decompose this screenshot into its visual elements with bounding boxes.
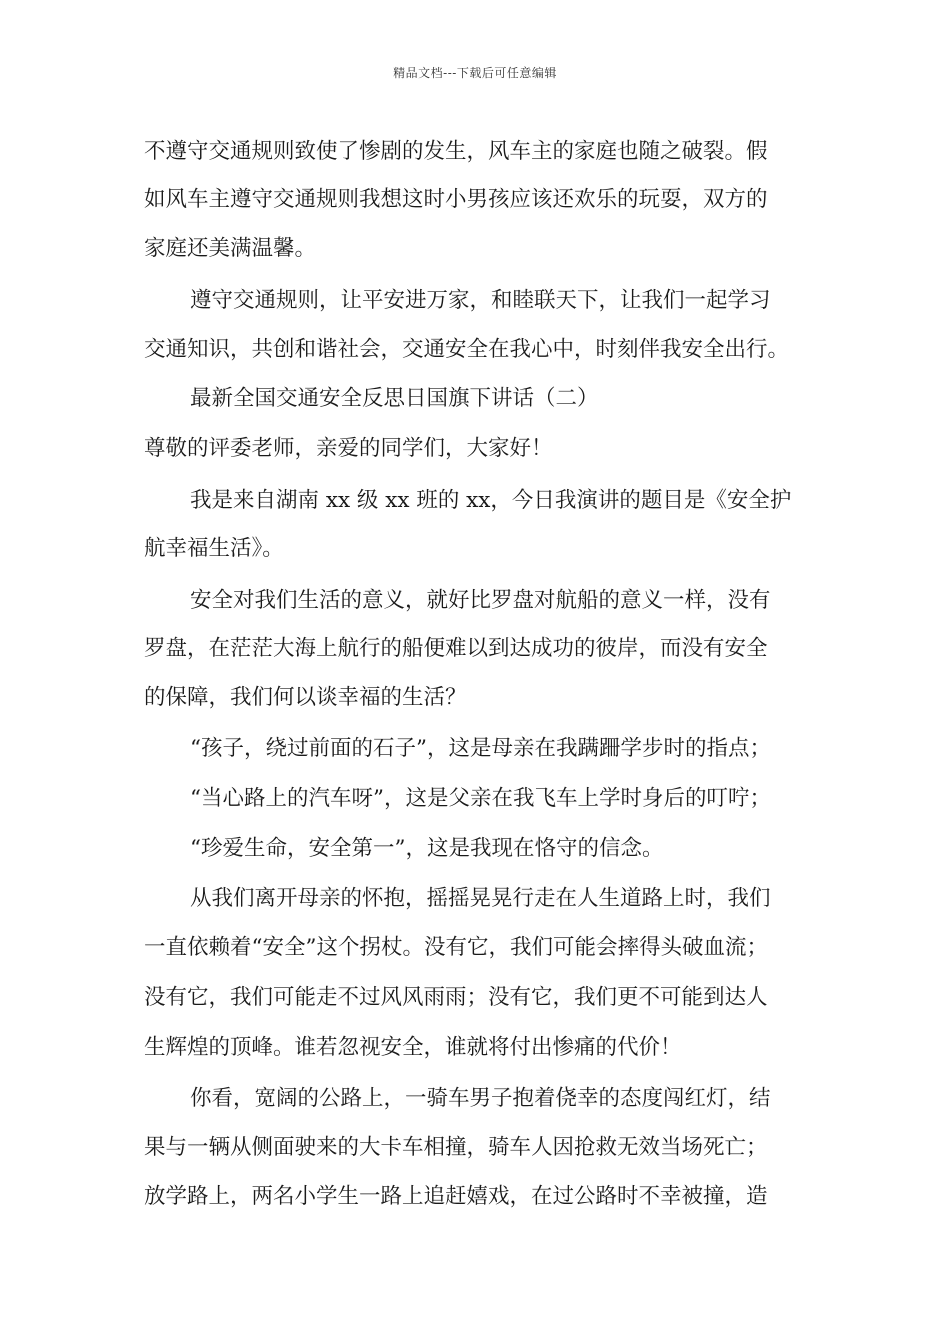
body-line: 果与一辆从侧面驶来的大卡车相撞，骑车人因抢救无效当场死亡； xyxy=(144,1135,768,1160)
body-line: 航幸福生活》。 xyxy=(144,536,284,561)
salutation: 尊敬的评委老师，亲爱的同学们，大家好！ xyxy=(144,436,553,461)
body-line: 我是来自湖南 xx 级 xx 班的 xx，今日我演讲的题目是《安全护 xyxy=(190,488,792,513)
body-line: “孩子，绕过前面的石子”，这是母亲在我蹒跚学步时的指点； xyxy=(190,736,771,761)
body-line: 如风车主遵守交通规则我想这时小男孩应该还欢乐的玩耍，双方的 xyxy=(144,187,768,212)
body-line: “珍爱生命，安全第一”，这是我现在恪守的信念。 xyxy=(190,836,664,861)
body-line: 遵守交通规则，让平安进万家，和睦联天下，让我们一起学习 xyxy=(190,288,771,313)
body-line: 罗盘，在茫茫大海上航行的船便难以到达成功的彼岸，而没有安全 xyxy=(144,636,768,661)
body-line: “当心路上的汽车呀”，这是父亲在我飞车上学时身后的叮咛； xyxy=(190,786,771,811)
page-header: 精品文档---下载后可任意编辑 xyxy=(393,66,557,80)
body-line: 安全对我们生活的意义，就好比罗盘对航船的意义一样，没有 xyxy=(190,588,771,613)
body-line: 从我们离开母亲的怀抱，摇摇晃晃行走在人生道路上时，我们 xyxy=(190,886,771,911)
body-line: 一直依赖着“安全”这个拐杖。没有它，我们可能会摔得头破血流； xyxy=(144,935,768,960)
body-line: 不遵守交通规则致使了惨剧的发生，风车主的家庭也随之破裂。假 xyxy=(144,139,768,164)
body-line: 没有它，我们可能走不过风风雨雨；没有它，我们更不可能到达人 xyxy=(144,985,768,1010)
body-line: 交通知识，共创和谐社会，交通安全在我心中，时刻伴我安全出行。 xyxy=(144,337,790,362)
body-line: 的保障，我们何以谈幸福的生活？ xyxy=(144,685,467,710)
section-title: 最新全国交通安全反思日国旗下讲话（二） xyxy=(190,386,599,411)
body-line: 你看，宽阔的公路上，一骑车男子抱着侥幸的态度闯红灯，结 xyxy=(190,1086,771,1111)
body-line: 放学路上，两名小学生一路上追赶嬉戏，在过公路时不幸被撞，造 xyxy=(144,1184,768,1209)
body-line: 家庭还美满温馨。 xyxy=(144,236,317,261)
body-line: 生辉煌的顶峰。谁若忽视安全，谁就将付出惨痛的代价！ xyxy=(144,1035,682,1060)
